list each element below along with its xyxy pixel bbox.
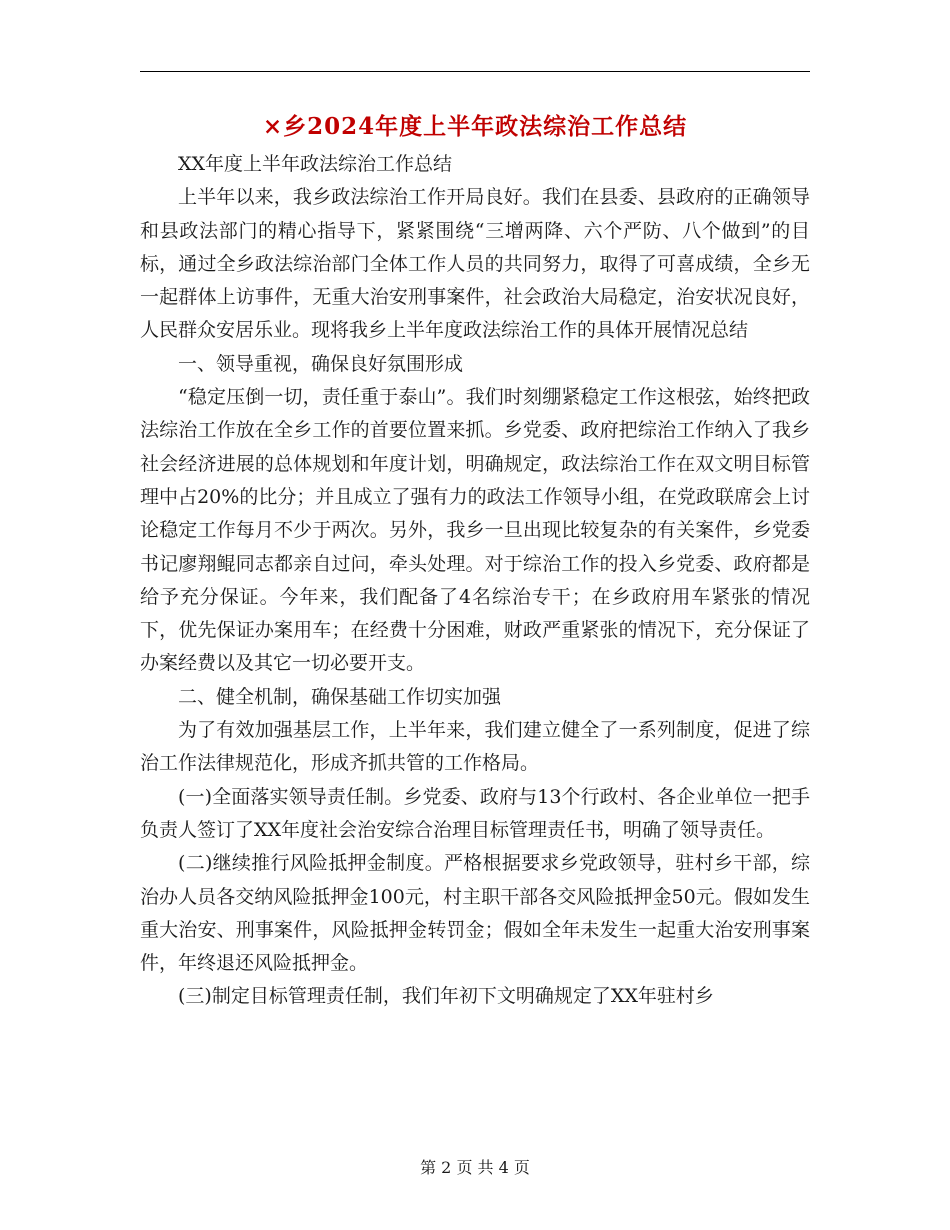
paragraph-section-2: 为了有效加强基层工作，上半年来，我们建立健全了一系列制度，促进了综治工作法律规范化，形成齐抓共管的工作格局。 — [140, 719, 810, 775]
paragraph-item-3: (三)制定目标管理责任制，我们年初下文明确规定了XX年驻村乡 — [178, 985, 714, 1008]
section-heading-2: 二、健全机制，确保基础工作切实加强 — [178, 685, 502, 708]
paragraph-item-1: (一)全面落实领导责任制。乡党委、政府与13个行政村、各企业单位一把手负责人签订了XX年度社会治安综合治理目标管理责任书，明确了领导责任。 — [140, 785, 810, 841]
paragraph-item-2: (二)继续推行风险抵押金制度。严格根据要求乡党政领导，驻村乡干部，综治办人员各交纳风险抵押金100元，村主职干部各交风险抵押金50元。假如发生重大治安、刑事案件，风险抵押金转罚金；假如全年未发生一起重大治安刑事案件，年终退还风险抵押金。 — [140, 852, 810, 975]
document-body — [140, 148, 810, 1014]
paragraph-subtitle: XX年度上半年政法综治工作总结 — [178, 153, 453, 175]
header-rule — [140, 71, 810, 72]
section-heading-1: 一、领导重视，确保良好氛围形成 — [178, 352, 464, 375]
page-number-footer: 第 2 页 共 4 页 — [420, 1158, 530, 1177]
paragraph-intro: 上半年以来，我乡政法综治工作开局良好。我们在县委、县政府的正确领导和县政法部门的精心指导下，紧紧围绕“三增两降、六个严防、八个做到”的目标，通过全乡政法综治部门全体工作人员的共同努力，取得了可喜成绩，全乡无一起群体上访事件，无重大治安刑事案件，社会政治大局稳定，治安状况良好，人民群众安居乐业。现将我乡上半年度政法综治工作的具体开展情况总结 — [140, 186, 810, 342]
document-title: ×乡2024年度上半年政法综治工作总结 — [262, 113, 688, 140]
paragraph-section-1: “稳定压倒一切，责任重于泰山”。我们时刻绷紧稳定工作这根弦，始终把政法综治工作放在全乡工作的首要位置来抓。乡党委、政府把综治工作纳入了我乡社会经济进展的总体规划和年度计划，明确规定，政法综治工作在双文明目标管理中占20%的比分；并且成立了强有力的政法工作领导小组，在党政联席会上讨论稳定工作每月不少于两次。另外，我乡一旦出现比较复杂的有关案件，乡党委书记廖翔鲲同志都亲自过问，牵头处理。对于综治工作的投入乡党委、政府都是给予充分保证。今年来，我们配备了4名综治专干；在乡政府用车紧张的情况下，优先保证办案用车；在经费十分困难，财政严重紧张的情况下，充分保证了办案经费以及其它一切必要开支。 — [140, 386, 810, 675]
